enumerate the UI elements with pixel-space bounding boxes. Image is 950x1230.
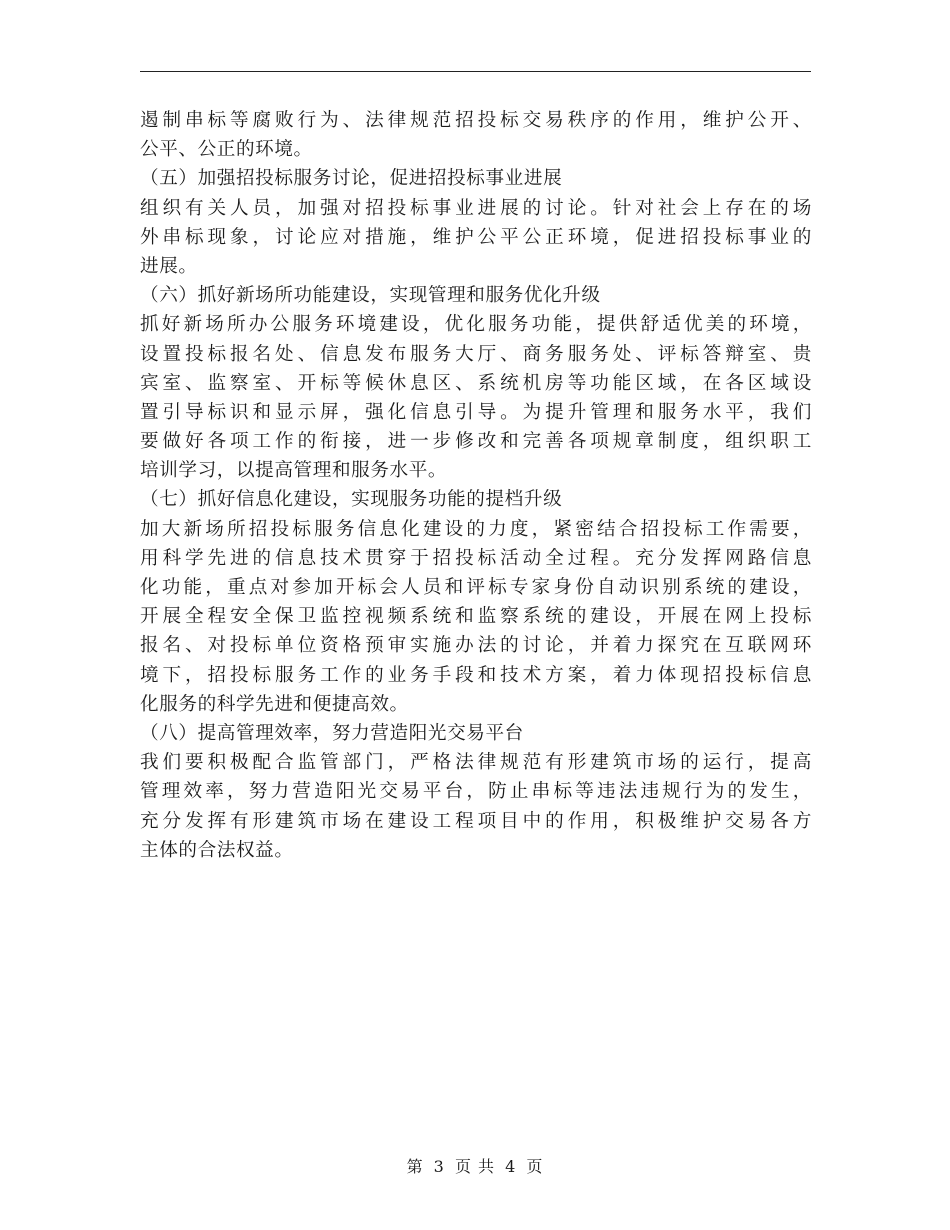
paragraph-line: 境下，招投标服务工作的业务手段和技术方案，着力体现招投标信息: [140, 664, 812, 686]
paragraph-line: 组织有关人员，加强对招投标事业进展的讨论。针对社会上存在的场: [140, 197, 812, 219]
paragraph-line: 我们要积极配合监管部门，严格法律规范有形建筑市场的运行，提高: [140, 752, 812, 774]
section-heading: （七）抓好信息化建设，实现服务功能的提档升级: [140, 489, 563, 511]
paragraph-line: 培训学习，以提高管理和服务水平。: [140, 460, 448, 482]
paragraph-line: 外串标现象，讨论应对措施，维护公平公正环境，促进招投标事业的: [140, 226, 812, 248]
footer-mid: 页 共: [454, 1157, 496, 1176]
paragraph-line: 遏制串标等腐败行为、法律规范招投标交易秩序的作用，维护公开、: [140, 110, 812, 131]
section-heading: （六）抓好新场所功能建设，实现管理和服务优化升级: [140, 285, 601, 307]
footer-suffix: 页: [526, 1157, 544, 1176]
header-rule: [140, 71, 811, 72]
paragraph-line: 化功能，重点对参加开标会人员和评标专家身份自动识别系统的建设，: [140, 577, 812, 598]
paragraph-line: 宾室、监察室、开标等候休息区、系统机房等功能区域，在各区域设: [140, 372, 812, 394]
body-text: [140, 106, 812, 865]
paragraph-line: 加大新场所招投标服务信息化建设的力度，紧密结合招投标工作需要，: [140, 518, 812, 540]
paragraph-line: 设置投标报名处、信息发布服务大厅、商务服务处、评标答辩室、贵: [140, 343, 812, 365]
footer-prefix: 第: [406, 1157, 424, 1176]
paragraph-line: 进展。: [140, 255, 198, 277]
current-page-number: 3: [433, 1157, 445, 1176]
paragraph-line: 用科学先进的信息技术贯穿于招投标活动全过程。充分发挥网路信息: [140, 547, 812, 569]
total-page-count: 4: [505, 1157, 517, 1176]
paragraph-line: 报名、对投标单位资格预审实施办法的讨论，并着力探究在互联网环: [140, 635, 812, 657]
paragraph-line: 置引导标识和显示屏，强化信息引导。为提升管理和服务水平，我们: [140, 401, 812, 423]
section-heading: （八）提高管理效率，努力营造阳光交易平台: [140, 722, 524, 744]
paragraph-line: 化服务的科学先进和便捷高效。: [140, 693, 409, 715]
paragraph-line: 管理效率，努力营造阳光交易平台，防止串标等违法违规行为的发生，: [140, 781, 812, 803]
section-heading: （五）加强招投标服务讨论，促进招投标事业进展: [140, 168, 563, 190]
paragraph-line: 主体的合法权益。: [140, 839, 294, 861]
page-footer: [0, 1154, 950, 1177]
paragraph-line: 充分发挥有形建筑市场在建设工程项目中的作用，积极维护交易各方: [140, 810, 812, 832]
paragraph-line: 公平、公正的环境。: [140, 139, 313, 161]
paragraph-line: 抓好新场所办公服务环境建设，优化服务功能，提供舒适优美的环境，: [140, 314, 812, 336]
paragraph-line: 开展全程安全保卫监控视频系统和监察系统的建设，开展在网上投标: [140, 606, 812, 628]
paragraph-line: 要做好各项工作的衔接，进一步修改和完善各项规章制度，组织职工: [140, 431, 812, 453]
